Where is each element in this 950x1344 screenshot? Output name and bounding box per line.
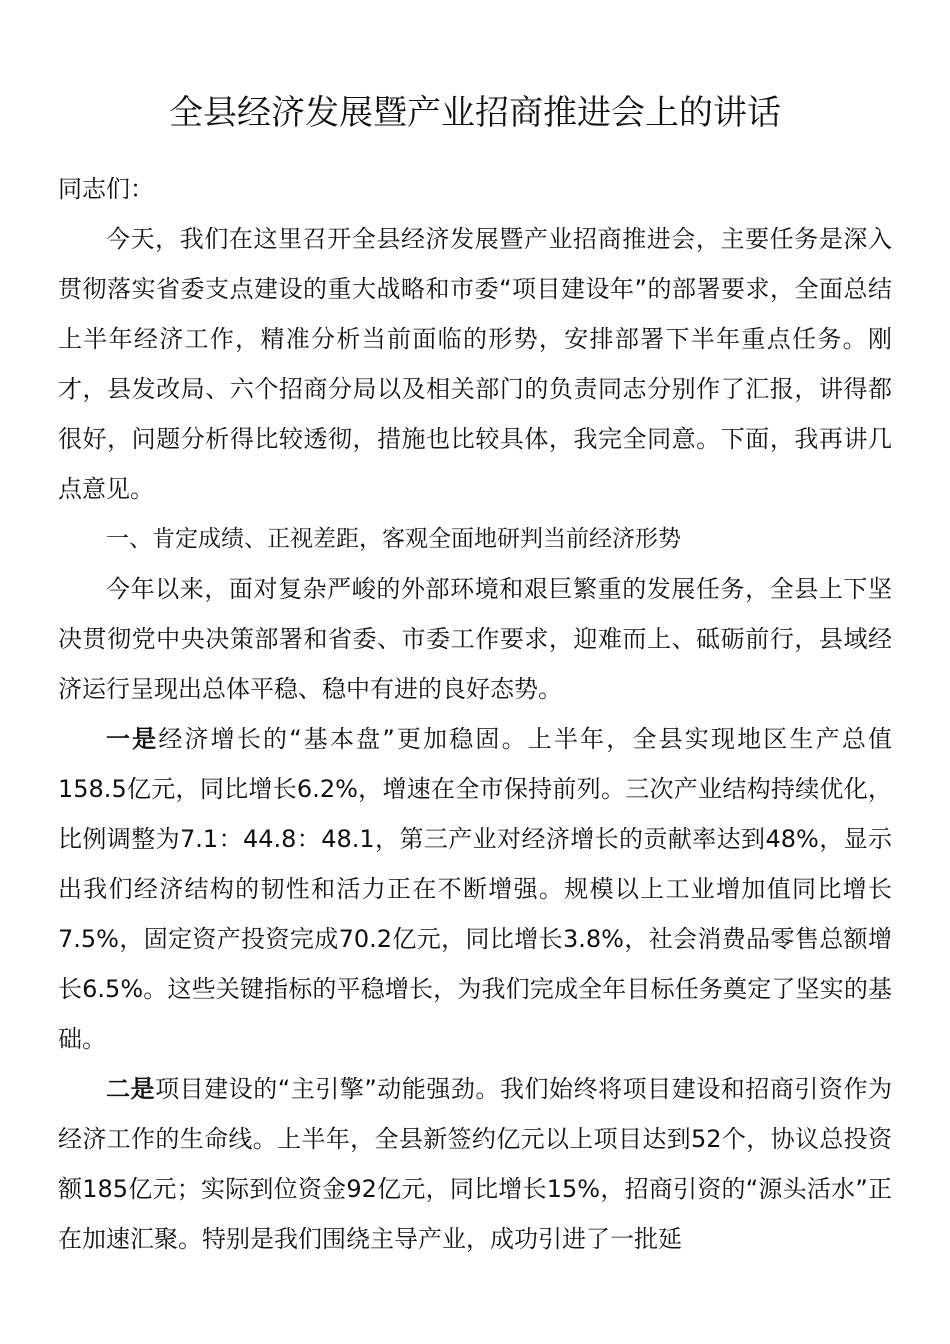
point1-text: 经济增长的“基本盘”更加稳固。上半年，全县实现地区生产总值158.5亿元，同比增长6.2%，增速在全市保持前列。三次产业结构持续优化，比例调整为7.1：44.8：48.1，第三产业对经济增长的贡献率达到48%，显示出我们经济结构的韧性和活力正在不断增强。规模以上工业增加值同比增长7.5%，固定资产投资完成70.2亿元，同比增长3.8%，社会消费品零售总额增长6.5%。这些关键指标的平稳增长，为我们完成全年目标任务奠定了坚实的基础。 bbox=[58, 725, 892, 1053]
point2-paragraph bbox=[58, 1064, 892, 1264]
point1-lead: 一是 bbox=[106, 725, 159, 753]
document-title: 全县经济发展暨产业招商推进会上的讲话 bbox=[169, 92, 781, 133]
point1-paragraph bbox=[58, 714, 892, 1064]
intro-paragraph: 今天，我们在这里召开全县经济发展暨产业招商推进会，主要任务是深入贯彻落实省委支点建设的重大战略和市委“项目建设年”的部署要求，全面总结上半年经济工作，精准分析当前面临的形势，安排部署下半年重点任务。刚才，县发改局、六个招商分局以及相关部门的负责同志分别作了汇报，讲得都很好，问题分析得比较透彻，措施也比较具体，我完全同意。下面，我再讲几点意见。 bbox=[58, 225, 892, 503]
section-heading-1: 一、肯定成绩、正视差距，客观全面地研判当前经济形势 bbox=[106, 526, 681, 552]
greeting: 同志们： bbox=[58, 175, 154, 203]
section1-intro-paragraph: 今年以来，面对复杂严峻的外部环境和艰巨繁重的发展任务，全县上下坚决贯彻党中央决策部署和省委、市委工作要求，迎难而上、砥砺前行，县域经济运行呈现出总体平稳、稳中有进的良好态势。 bbox=[58, 575, 892, 703]
point2-lead: 二是 bbox=[106, 1075, 156, 1103]
point2-text: 项目建设的“主引擎”动能强劲。我们始终将项目建设和招商引资作为经济工作的生命线。上半年，全县新签约亿元以上项目达到52个，协议总投资额185亿元；实际到位资金92亿元，同比增长15%，招商引资的“源头活水”正在加速汇聚。特别是我们围绕主导产业，成功引进了一批延 bbox=[58, 1075, 892, 1253]
document-body bbox=[58, 164, 892, 1264]
